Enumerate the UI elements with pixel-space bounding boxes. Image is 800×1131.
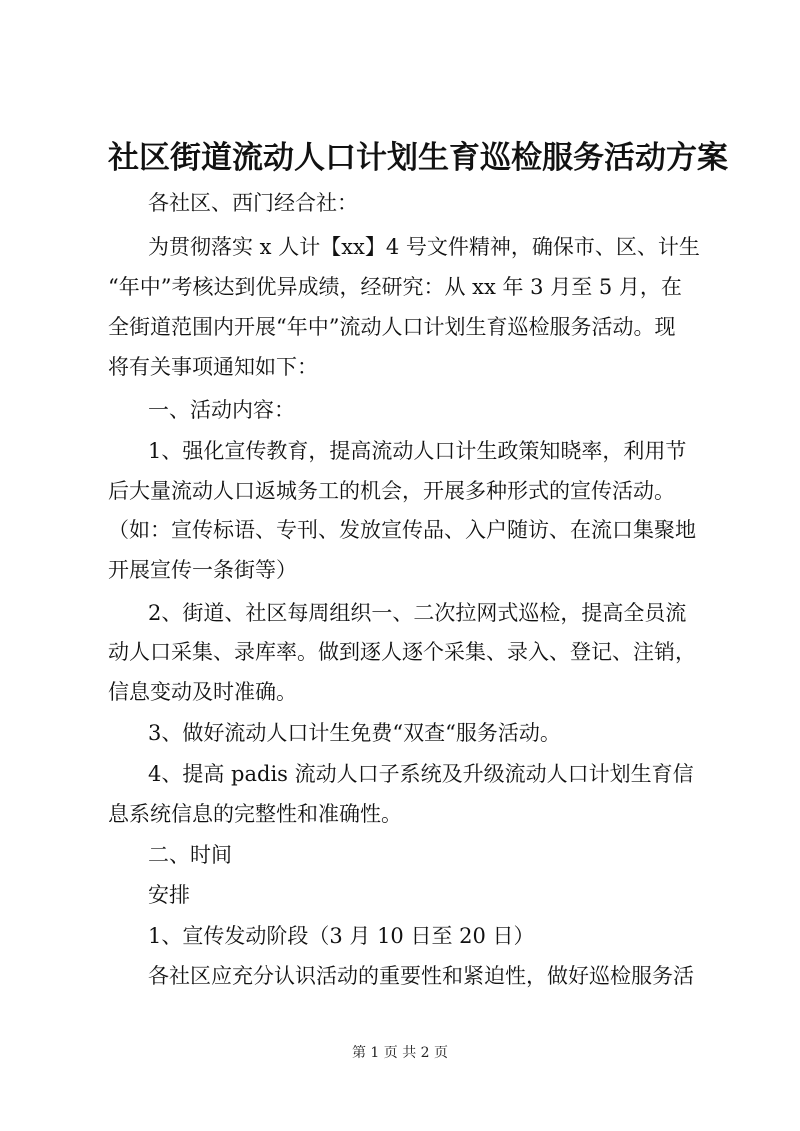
body-line: 息系统信息的完整性和准确性。 <box>108 802 402 826</box>
body-line: 后大量流动人口返城务工的机会，开展多种形式的宣传活动。 <box>108 479 675 503</box>
body-line: 1、强化宣传教育，提高流动人口计生政策知晓率，利用节 <box>148 439 687 463</box>
body-line: 为贯彻落实 x 人计【xx】4 号文件精神，确保市、区、计生 <box>148 235 700 259</box>
body-line: 全街道范围内开展“年中”流动人口计划生育巡检服务活动。现 <box>108 315 676 339</box>
section-heading: 一、活动内容： <box>148 398 295 422</box>
body-line: 各社区应充分认识活动的重要性和紧迫性，做好巡检服务活 <box>148 964 694 988</box>
body-line: 1、宣传发动阶段（3 月 10 日至 20 日） <box>148 924 535 948</box>
body-line: 3、做好流动人口计生免费“双查“服务活动。 <box>148 721 561 745</box>
body-line: 2、街道、社区每周组织一、二次拉网式巡检，提高全员流 <box>148 601 687 625</box>
body-line: 4、提高 padis 流动人口子系统及升级流动人口计划生育信 <box>148 762 694 786</box>
body-line: 开展宣传一条街等） <box>108 558 297 582</box>
body-line: 动人口采集、录库率。做到逐人逐个采集、录入、登记、注销， <box>108 640 696 664</box>
document-title: 社区街道流动人口计划生育巡检服务活动方案 <box>108 140 728 176</box>
body-line: 安排 <box>148 883 190 907</box>
body-line: 信息变动及时准确。 <box>108 680 297 704</box>
salutation-line: 各社区、西门经合社： <box>148 191 358 215</box>
page-indicator: 第 1 页 共 2 页 <box>351 1045 449 1061</box>
body-line: 将有关事项通知如下： <box>108 355 318 379</box>
body-line: “年中”考核达到优异成绩，经研究：从 xx 年 3 月至 5 月，在 <box>108 275 682 299</box>
section-heading: 二、时间 <box>148 843 232 867</box>
body-line: （如：宣传标语、专刊、发放宣传品、入户随访、在流口集聚地 <box>108 518 696 542</box>
